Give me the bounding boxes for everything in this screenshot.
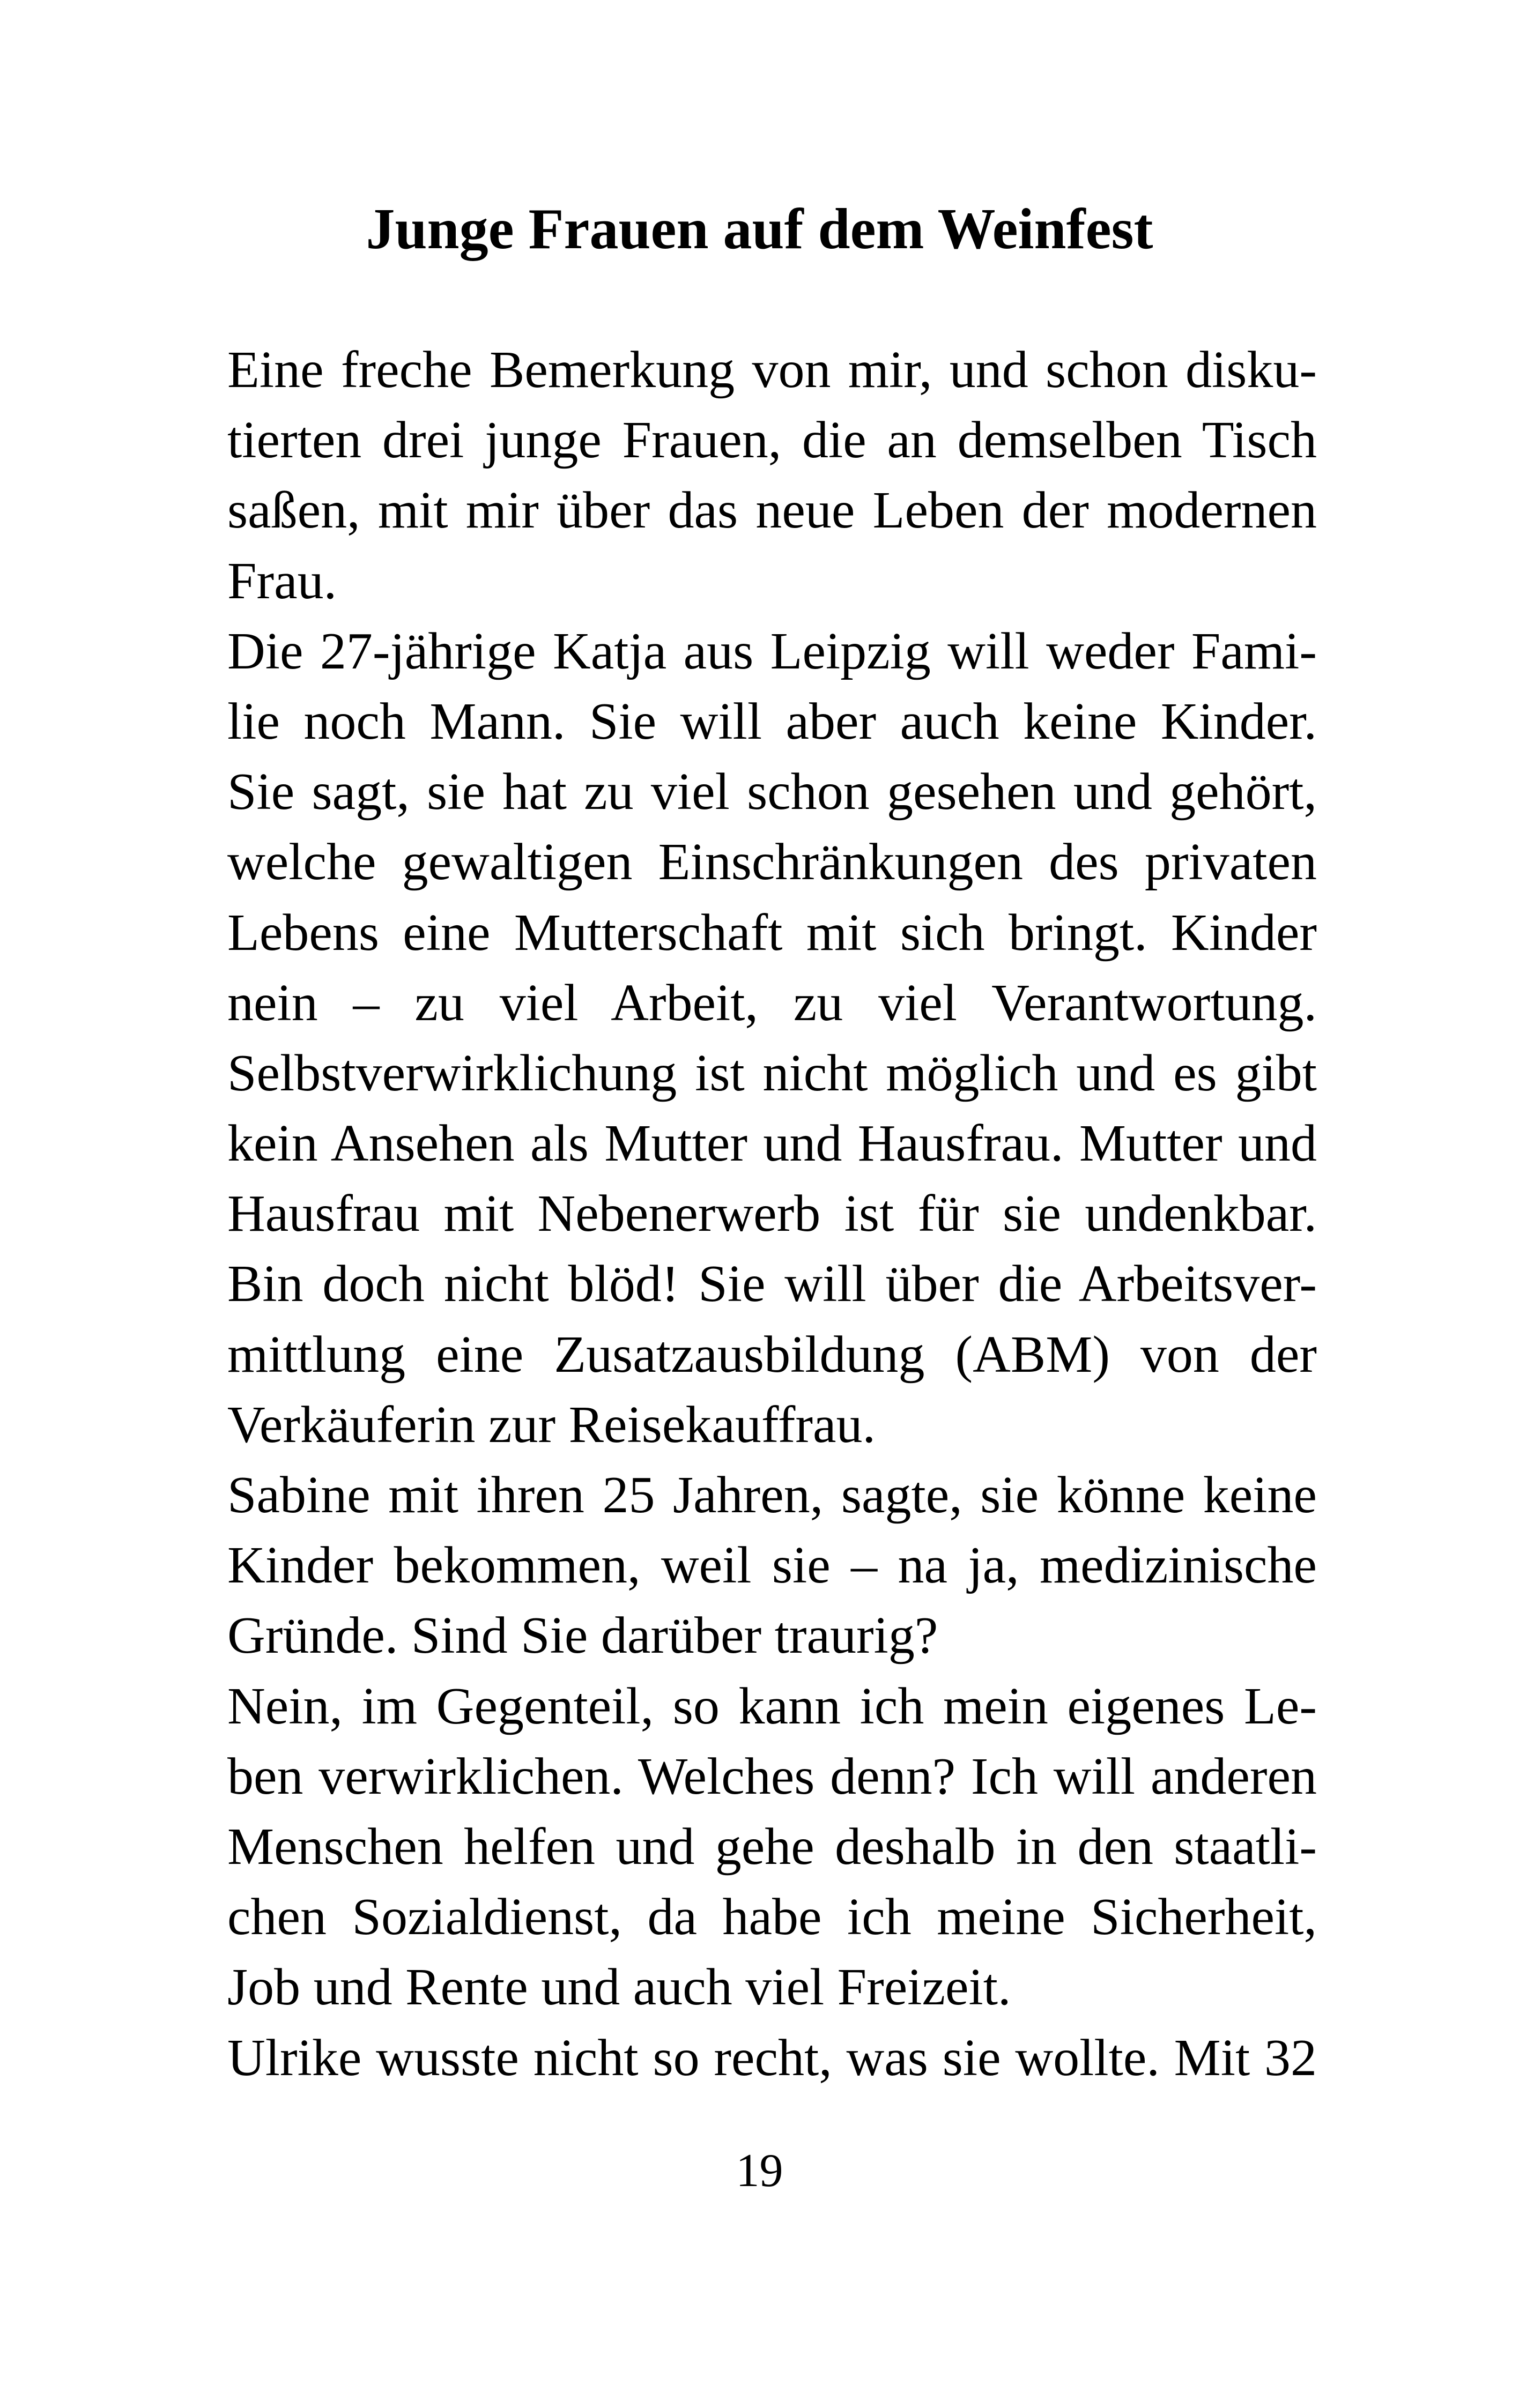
text-line: mittlung eine Zusatzausbildung (ABM) von der <box>227 1325 1317 1384</box>
text-line: Selbstverwirklichung ist nicht möglich und es gibt <box>227 1044 1317 1102</box>
text-line: Job und Rente und auch viel Freizeit. <box>227 1958 1011 2017</box>
text-line: Hausfrau mit Nebenerwerb ist für sie undenkbar. <box>227 1185 1317 1243</box>
text-line: Lebens eine Mutterschaft mit sich bringt. Kinder <box>227 903 1317 962</box>
text-line: tierten drei junge Frauen, die an demselben Tisch <box>227 411 1317 470</box>
text-line: Gründe. Sind Sie darüber traurig? <box>227 1607 938 1665</box>
text-line: Ulrike wusste nicht so recht, was sie wollte. Mit 32 <box>227 2028 1317 2087</box>
text-line: Nein, im Gegenteil, so kann ich mein eigenes Le- <box>227 1677 1317 1735</box>
text-line: Eine freche Bemerkung von mir, und schon disku- <box>227 341 1317 399</box>
text-line: Sie sagt, sie hat zu viel schon gesehen und gehört, <box>227 763 1317 821</box>
text-line: lie noch Mann. Sie will aber auch keine Kinder. <box>227 692 1317 750</box>
text-line: kein Ansehen als Mutter und Hausfrau. Mutter und <box>227 1114 1317 1173</box>
text-line: Sabine mit ihren 25 Jahren, sagte, sie könne keine <box>227 1466 1317 1524</box>
text-line: Die 27-jährige Katja aus Leipzig will weder Fami- <box>227 622 1317 680</box>
text-line: saßen, mit mir über das neue Leben der modernen <box>227 481 1317 540</box>
body-text <box>227 335 1317 2093</box>
text-line: Bin doch nicht blöd! Sie will über die Arbeitsver- <box>227 1255 1317 1313</box>
chapter-title: Junge Frauen auf dem Weinfest <box>366 197 1153 261</box>
text-line: welche gewaltigen Einschränkungen des privaten <box>227 833 1317 891</box>
text-line: Verkäuferin zur Reisekauffrau. <box>227 1395 876 1454</box>
text-line: chen Sozialdienst, da habe ich meine Sicherheit, <box>227 1888 1317 1946</box>
text-line: ben verwirklichen. Welches denn? Ich will anderen <box>227 1747 1317 1805</box>
page-number: 19 <box>736 2145 783 2197</box>
text-line: nein – zu viel Arbeit, zu viel Verantwortung. <box>227 973 1317 1032</box>
text-line: Frau. <box>227 552 337 610</box>
text-line: Kinder bekommen, weil sie – na ja, medizinische <box>227 1536 1317 1595</box>
text-line: Menschen helfen und gehe deshalb in den staatli- <box>227 1817 1317 1876</box>
